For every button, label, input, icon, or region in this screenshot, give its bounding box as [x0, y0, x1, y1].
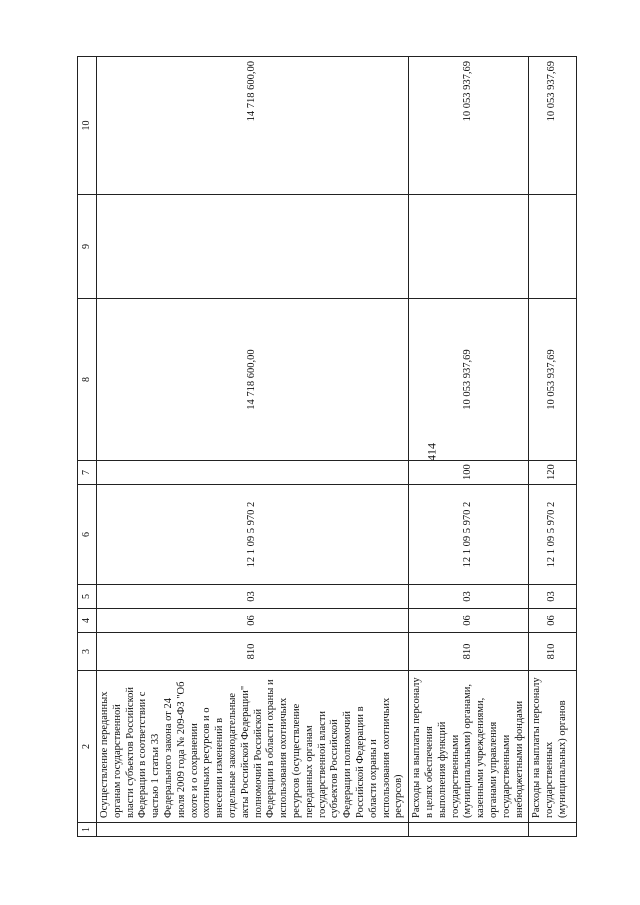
- cell-amount-2: [529, 195, 577, 299]
- cell-section: 06: [529, 609, 577, 633]
- table-row: [97, 57, 409, 837]
- cell-expense-type: 120: [529, 461, 577, 485]
- cell-amount: 10 053 937,69: [529, 299, 577, 461]
- cell-code: 810: [97, 633, 409, 671]
- cell-section: 06: [97, 609, 409, 633]
- cell-target-article: 12 1 09 5 970 2: [97, 485, 409, 585]
- header-col-10: 10: [78, 57, 97, 195]
- table-container: [77, 57, 568, 837]
- cell-description: Расходы на выплаты персоналу в целях обеспечения выполнения функций государственными (муниципальными) органами, казенными учреждениями, органами управления государственными внебюджетными фондами: [409, 671, 529, 823]
- cell-expense-type: 100: [409, 461, 529, 485]
- cell-subsection: 03: [529, 585, 577, 609]
- cell-code: 810: [529, 633, 577, 671]
- cell-amount: 10 053 937,69: [409, 299, 529, 461]
- cell-target-article: 12 1 09 5 970 2: [529, 485, 577, 585]
- cell-row-number: [97, 823, 409, 837]
- header-col-3: 3: [78, 633, 97, 671]
- cell-total: 14 718 600,00: [97, 57, 409, 195]
- cell-expense-type: [97, 461, 409, 485]
- cell-description: Расходы на выплаты персоналу государственных (муниципальных) органов: [529, 671, 577, 823]
- header-col-1: 1: [78, 823, 97, 837]
- header-col-2: 2: [78, 671, 97, 823]
- budget-table: [77, 56, 577, 837]
- header-col-8: 8: [78, 299, 97, 461]
- header-col-9: 9: [78, 195, 97, 299]
- cell-row-number: [529, 823, 577, 837]
- header-row: [78, 57, 97, 837]
- cell-amount-2: [409, 195, 529, 299]
- cell-total: 10 053 937,69: [529, 57, 577, 195]
- cell-total: 10 053 937,69: [409, 57, 529, 195]
- cell-row-number: [409, 823, 529, 837]
- header-col-5: 5: [78, 585, 97, 609]
- table-row: [529, 57, 577, 837]
- table-row: [409, 57, 529, 837]
- page-number: 414: [424, 443, 439, 461]
- cell-amount-2: [97, 195, 409, 299]
- header-col-7: 7: [78, 461, 97, 485]
- cell-amount: 14 718 600,00: [97, 299, 409, 461]
- cell-code: 810: [409, 633, 529, 671]
- cell-subsection: 03: [97, 585, 409, 609]
- cell-target-article: 12 1 09 5 970 2: [409, 485, 529, 585]
- cell-description: Осуществление переданных органам государственной власти субъектов Российской Федерации в соответствии с частью 1 статьи 33 Федерального закона от 24 июля 2009 года № 209-ФЗ "Об охоте и о сохранении охотничьих ресурсов и о внесении изменений в отдельные законодательные акты Российской Федерации" полномочий Российской Федерации в области охраны и использования охотничьих ресурсов (осуществление переданных органам государственной власти субъектов Российской Федерации полномочий Российской Федерации в области охраны и использования охотничьих ресурсов): [97, 671, 409, 823]
- header-col-4: 4: [78, 609, 97, 633]
- cell-subsection: 03: [409, 585, 529, 609]
- cell-section: 06: [409, 609, 529, 633]
- header-col-6: 6: [78, 485, 97, 585]
